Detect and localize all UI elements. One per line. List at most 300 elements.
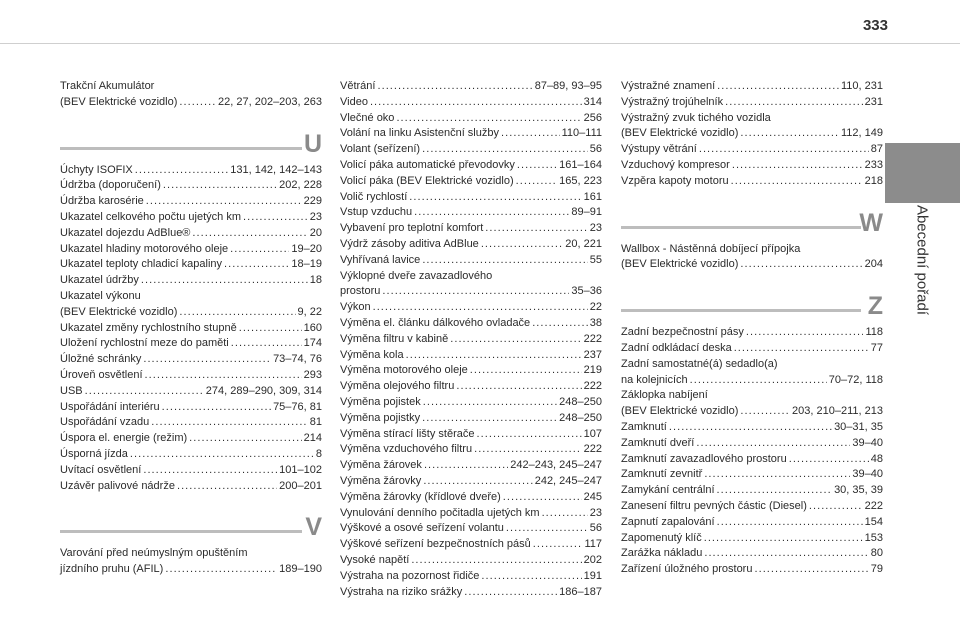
entry-pages: 191 [583, 569, 602, 582]
entry-pages: 107 [583, 427, 602, 440]
section-tab [885, 143, 960, 203]
dot-leader [406, 348, 582, 364]
page-number: 333 [862, 17, 888, 34]
index-entry [340, 442, 602, 458]
dot-leader [503, 490, 582, 506]
entry-pages: 160 [303, 321, 322, 334]
dot-leader [464, 585, 557, 601]
entry-term: Vyhřívaná lavice [340, 253, 421, 266]
dot-leader [422, 411, 557, 427]
entry-pages: 48 [870, 452, 883, 465]
index-entry [340, 411, 602, 427]
entry-term: Výdrž zásoby aditiva AdBlue [340, 237, 479, 250]
dot-leader [690, 373, 827, 389]
entry-term: Ukazatel změny rychlostního stupně [60, 321, 237, 334]
entry-pages: 110–111 [561, 127, 602, 140]
dot-leader [146, 194, 302, 210]
dot-leader [192, 226, 307, 242]
dot-leader [189, 431, 301, 447]
entry-pages: 20, 221 [565, 237, 602, 250]
entry-pages: 189–190 [279, 563, 322, 576]
index-entry [340, 553, 602, 569]
entry-term: Volicí páka (BEV Elektrické vozidlo) [340, 174, 514, 187]
entry-term: Uspořádání interiéru [60, 400, 160, 413]
entry-term: Ukazatel celkového počtu ujetých km [60, 210, 241, 223]
entry-term: Zadní samostatné(á) sedadlo(a) [621, 357, 778, 370]
entry-pages: 293 [303, 368, 322, 381]
index-entry [340, 379, 602, 395]
section-letter: U [303, 129, 322, 158]
entry-pages: 154 [864, 515, 883, 528]
dot-leader [506, 521, 588, 537]
dot-leader [231, 336, 302, 352]
index-entry [621, 546, 883, 562]
index-entry [60, 336, 322, 352]
dot-leader [517, 158, 557, 174]
entry-pages: 131, 142, 142–143 [230, 163, 322, 176]
entry-pages: 231 [864, 95, 883, 108]
dot-leader [533, 537, 583, 553]
dot-leader [135, 163, 228, 179]
entry-term: Výškové a osové seřízení volantu [340, 522, 504, 535]
dot-leader [501, 126, 560, 142]
index-entry [60, 226, 322, 242]
entry-term: Uspořádání vzadu [60, 416, 150, 429]
entry-term: (BEV Elektrické vozidlo) [621, 258, 739, 271]
entry-term: Údržba karosérie [60, 195, 144, 208]
entry-term: Uvítací osvětlení [60, 463, 142, 476]
dot-leader [470, 363, 582, 379]
index-column-3 [621, 79, 883, 578]
entry-term: Výstražný trojúhelník [621, 95, 724, 108]
index-entry [340, 190, 602, 206]
index-entry [340, 395, 602, 411]
entry-term: na kolejnicích [621, 373, 688, 386]
dot-leader [141, 273, 308, 289]
entry-term: Vlečné oko [340, 111, 395, 124]
entry-pages: 161–164 [559, 158, 602, 171]
entry-term: Zapomenutý klíč [621, 531, 702, 544]
entry-term: Zarážka nákladu [621, 547, 703, 560]
index-entry [60, 463, 322, 479]
index-entry [621, 562, 883, 578]
dot-leader [481, 237, 563, 253]
entry-pages: 222 [583, 380, 602, 393]
index-entry [60, 194, 322, 210]
entry-term: Výměna žárovek [340, 459, 422, 472]
dot-leader [130, 447, 314, 463]
entry-term: Výměna žárovky (křídlové dveře) [340, 490, 501, 503]
entry-pages: 222 [583, 332, 602, 345]
dot-leader [424, 458, 508, 474]
entry-pages: 202 [583, 553, 602, 566]
dot-leader [422, 253, 587, 269]
index-entry [340, 269, 602, 285]
dot-leader [423, 395, 557, 411]
entry-pages: 110, 231 [840, 80, 883, 92]
index-entry [60, 79, 322, 95]
dot-leader [373, 300, 588, 316]
index-entry [60, 352, 322, 368]
dot-leader [740, 126, 839, 142]
entry-term: Ukazatel hladiny motorového oleje [60, 242, 229, 255]
entry-pages: 112, 149 [840, 127, 883, 140]
entry-pages: 242, 245–247 [534, 474, 602, 487]
entry-term: Volant (seřízení) [340, 143, 421, 156]
index-entry [621, 499, 883, 515]
entry-pages: 174 [303, 337, 322, 350]
entry-pages: 242–243, 245–247 [510, 459, 602, 472]
dot-leader [542, 506, 588, 522]
entry-term: Volič rychlostí [340, 190, 408, 203]
index-entry [340, 174, 602, 190]
dot-leader [717, 483, 833, 499]
dot-leader [382, 284, 569, 300]
header-divider [0, 43, 960, 44]
entry-term: Údržba (doporučení) [60, 179, 161, 192]
index-entry [621, 257, 883, 273]
entry-pages: 218 [864, 174, 883, 187]
section-header [60, 125, 322, 157]
entry-term: Vstup vzduchu [340, 206, 413, 219]
index-entry [60, 163, 322, 179]
entry-pages: 20 [309, 226, 322, 239]
entry-pages: 256 [583, 111, 602, 124]
entry-pages: 117 [584, 538, 602, 551]
entry-pages: 39–40 [852, 436, 883, 449]
entry-term: Zamykání centrální [621, 484, 715, 497]
section-side-label: Abecední pořadí [913, 204, 931, 316]
entry-pages: 222 [864, 499, 883, 512]
index-entry [340, 253, 602, 269]
index-entry [340, 284, 602, 300]
entry-pages: 214 [303, 432, 322, 445]
entry-term: Výkon [340, 301, 371, 314]
dot-leader [699, 142, 869, 158]
entry-pages: 248–250 [559, 395, 602, 408]
index-entry [621, 158, 883, 174]
entry-pages: 153 [864, 531, 883, 544]
index-entry [621, 142, 883, 158]
dot-leader [516, 174, 558, 190]
index-entry [340, 205, 602, 221]
dot-leader [732, 158, 863, 174]
entry-term: Zařízení úložného prostoru [621, 563, 753, 576]
entry-pages: 23 [589, 222, 602, 235]
entry-term: Zadní odkládací deska [621, 341, 732, 354]
entry-term: Větrání [340, 80, 376, 92]
entry-pages: 245 [583, 490, 602, 503]
entry-term: Výklopné dveře zavazadlového [340, 269, 493, 282]
section-header-rule [60, 530, 302, 533]
entry-pages: 23 [589, 506, 602, 519]
dot-leader [754, 562, 868, 578]
dot-leader [532, 316, 588, 332]
index-entry [60, 415, 322, 431]
dot-leader [411, 553, 581, 569]
entry-pages: 274, 289–290, 309, 314 [205, 384, 322, 397]
entry-term: Varování před neúmyslným opuštěním [60, 547, 248, 560]
index-entry [340, 142, 602, 158]
entry-term: Zapnutí zapalování [621, 515, 715, 528]
entry-pages: 18–19 [291, 258, 322, 271]
dot-leader [456, 379, 581, 395]
index-entry [621, 452, 883, 468]
index-entry [340, 490, 602, 506]
entry-pages: 314 [583, 95, 602, 108]
dot-leader [422, 142, 588, 158]
entry-pages: 237 [583, 348, 602, 361]
index-entry [60, 305, 322, 321]
section-header [60, 508, 322, 540]
index-entry [340, 332, 602, 348]
index-entry [60, 431, 322, 447]
index-entry [621, 436, 883, 452]
dot-leader [396, 111, 581, 127]
entry-term: Výměna pojistek [340, 395, 421, 408]
entry-term: Trakční Akumulátor [60, 80, 155, 92]
dot-leader [704, 531, 863, 547]
entry-pages: 118 [865, 326, 883, 339]
index-entry [340, 363, 602, 379]
dot-leader [477, 427, 582, 443]
index-entry [621, 341, 883, 357]
index-entry [60, 321, 322, 337]
entry-term: Výměna el. článku dálkového ovladače [340, 316, 531, 329]
entry-term: USB [60, 384, 83, 397]
entry-pages: 204 [864, 258, 883, 271]
entry-pages: 161 [583, 190, 602, 203]
entry-term: Ukazatel údržby [60, 274, 139, 287]
dot-leader [789, 452, 869, 468]
index-entry [60, 178, 322, 194]
entry-term: Výměna motorového oleje [340, 364, 468, 377]
entry-pages: 165, 223 [559, 174, 602, 187]
entry-pages: 35–36 [571, 285, 602, 298]
dot-leader [450, 332, 581, 348]
index-entry [621, 126, 883, 142]
entry-term: Vzduchový kompresor [621, 158, 730, 171]
entry-term: Zamknutí [621, 420, 667, 433]
entry-term: Video [340, 95, 368, 108]
entry-term: Vzpěra kapoty motoru [621, 174, 729, 187]
dot-leader [717, 515, 863, 531]
entry-term: Výměna olejového filtru [340, 380, 455, 393]
index-entry [621, 483, 883, 499]
dot-leader [239, 321, 302, 337]
entry-term: Výměna stírací lišty stěrače [340, 427, 475, 440]
dot-leader [377, 79, 532, 95]
entry-pages: 30, 35, 39 [834, 484, 883, 497]
index-entry [621, 373, 883, 389]
entry-pages: 22 [589, 301, 602, 314]
dot-leader [177, 479, 277, 495]
entry-term: Výstupy větrání [621, 143, 697, 156]
index-entry [60, 95, 322, 111]
entry-pages: 202, 228 [279, 179, 322, 192]
dot-leader [165, 562, 277, 578]
entry-pages: 81 [309, 416, 322, 429]
entry-term: Úspora el. energie (režim) [60, 432, 188, 445]
entry-term: Výměna kola [340, 348, 404, 361]
entry-pages: 222 [583, 443, 602, 456]
index-entry [340, 300, 602, 316]
dot-leader [746, 325, 864, 341]
entry-pages: 80 [870, 547, 883, 560]
dot-leader [481, 569, 581, 585]
dot-leader [143, 463, 277, 479]
index-entry [340, 458, 602, 474]
index-entry [340, 506, 602, 522]
entry-pages: 101–102 [279, 463, 322, 476]
index-entry [340, 221, 602, 237]
entry-term: (BEV Elektrické vozidlo) [60, 305, 178, 318]
dot-leader [162, 400, 271, 416]
entry-term: Zanesení filtru pevných částic (Diesel) [621, 499, 807, 512]
dot-leader [704, 467, 850, 483]
entry-term: Zamknutí zavazadlového prostoru [621, 452, 787, 465]
dot-leader [370, 95, 582, 111]
entry-pages: 70–72, 118 [828, 373, 883, 386]
entry-term: Výškové seřízení bezpečnostních pásů [340, 538, 531, 551]
entry-term: (BEV Elektrické vozidlo) [621, 405, 739, 418]
entry-pages: 22, 27, 202–203, 263 [218, 95, 322, 108]
entry-term: jízdního pruhu (AFIL) [60, 563, 164, 576]
index-entry [621, 95, 883, 111]
index-entry [60, 368, 322, 384]
entry-pages: 39–40 [852, 468, 883, 481]
entry-pages: 87 [870, 143, 883, 156]
section-header-rule [60, 147, 302, 150]
index-entry [340, 95, 602, 111]
entry-term: Vynulování denního počitadla ujetých km [340, 506, 540, 519]
entry-pages: 75–76, 81 [273, 400, 322, 413]
entry-pages: 9, 22 [297, 305, 322, 318]
index-entry [621, 79, 883, 95]
entry-term: prostoru [340, 285, 381, 298]
entry-pages: 56 [589, 522, 602, 535]
section-header-rule [621, 226, 861, 229]
section-header [621, 204, 883, 236]
entry-term: Ukazatel teploty chladicí kapaliny [60, 258, 223, 271]
dot-leader [717, 79, 839, 95]
index-entry [60, 562, 322, 578]
index-entry [340, 158, 602, 174]
section-header [621, 287, 883, 319]
index-entry [340, 427, 602, 443]
entry-term: Úsporná jízda [60, 447, 128, 460]
entry-term: Zamknutí zevnitř [621, 468, 703, 481]
index-entry [340, 521, 602, 537]
entry-term: Úroveň osvětlení [60, 368, 143, 381]
entry-pages: 203, 210–211, 213 [792, 405, 883, 418]
dot-leader [414, 205, 569, 221]
index-entry [60, 242, 322, 258]
index-entry [60, 384, 322, 400]
dot-leader [145, 368, 302, 384]
entry-term: Vybavení pro teplotní komfort [340, 222, 484, 235]
entry-term: Výstražný zvuk tichého vozidla [621, 111, 771, 124]
index-entry [621, 531, 883, 547]
entry-term: Výměna filtru v kabině [340, 332, 449, 345]
index-entry [60, 289, 322, 305]
entry-term: Volání na linku Asistenční služby [340, 127, 499, 140]
entry-term: Zamknutí dveří [621, 436, 695, 449]
section-letter: V [305, 513, 322, 542]
index-entry [60, 210, 322, 226]
dot-leader [474, 442, 582, 458]
entry-pages: 23 [309, 210, 322, 223]
entry-term: (BEV Elektrické vozidlo) [621, 127, 739, 140]
index-entry [621, 467, 883, 483]
dot-leader [734, 341, 869, 357]
dot-leader [224, 257, 289, 273]
dot-leader [163, 178, 277, 194]
entry-term: Vysoké napětí [340, 553, 410, 566]
index-entry [621, 420, 883, 436]
index-entry [340, 111, 602, 127]
entry-term: Zadní bezpečnostní pásy [621, 326, 744, 339]
dot-leader [725, 95, 863, 111]
index-entry [340, 316, 602, 332]
entry-term: Uzávěr palivové nádrže [60, 479, 175, 492]
dot-leader [230, 242, 289, 258]
index-entry [621, 404, 883, 420]
entry-term: Výměna žárovky [340, 474, 422, 487]
entry-pages: 19–20 [291, 242, 322, 255]
entry-pages: 38 [589, 316, 602, 329]
entry-term: Výstraha na pozornost řidiče [340, 569, 480, 582]
entry-pages: 89–91 [571, 206, 602, 219]
index-entry [621, 388, 883, 404]
dot-leader [809, 499, 863, 515]
dot-leader [85, 384, 204, 400]
index-entry [340, 474, 602, 490]
entry-term: Wallbox - Nástěnná dobíjecí přípojka [621, 242, 801, 255]
dot-leader [731, 174, 863, 190]
index-entry [60, 479, 322, 495]
entry-pages: 8 [315, 447, 322, 460]
section-header-rule [621, 309, 861, 312]
entry-term: Volicí páka automatické převodovky [340, 158, 515, 171]
entry-term: Výměna pojistky [340, 411, 421, 424]
dot-leader [485, 221, 587, 237]
entry-term: (BEV Elektrické vozidlo) [60, 95, 178, 108]
index-entry [621, 357, 883, 373]
index-entry [60, 447, 322, 463]
entry-term: Ukazatel dojezdu AdBlue® [60, 226, 191, 239]
index-entry [340, 237, 602, 253]
section-letter: Z [867, 292, 883, 321]
entry-term: Úchyty ISOFIX [60, 163, 133, 176]
entry-pages: 77 [870, 341, 883, 354]
dot-leader [409, 190, 581, 206]
index-column-1 [60, 79, 322, 578]
dot-leader [143, 352, 271, 368]
dot-leader [179, 95, 216, 111]
index-entry [60, 546, 322, 562]
dot-leader [423, 474, 532, 490]
entry-pages: 79 [870, 563, 883, 576]
index-entry [340, 585, 602, 601]
entry-term: Výstraha na riziko srážky [340, 585, 463, 598]
index-entry [621, 111, 883, 127]
dot-leader [740, 257, 862, 273]
index-entry [60, 257, 322, 273]
dot-leader [669, 420, 832, 436]
dot-leader [704, 546, 868, 562]
entry-pages: 186–187 [559, 585, 602, 598]
